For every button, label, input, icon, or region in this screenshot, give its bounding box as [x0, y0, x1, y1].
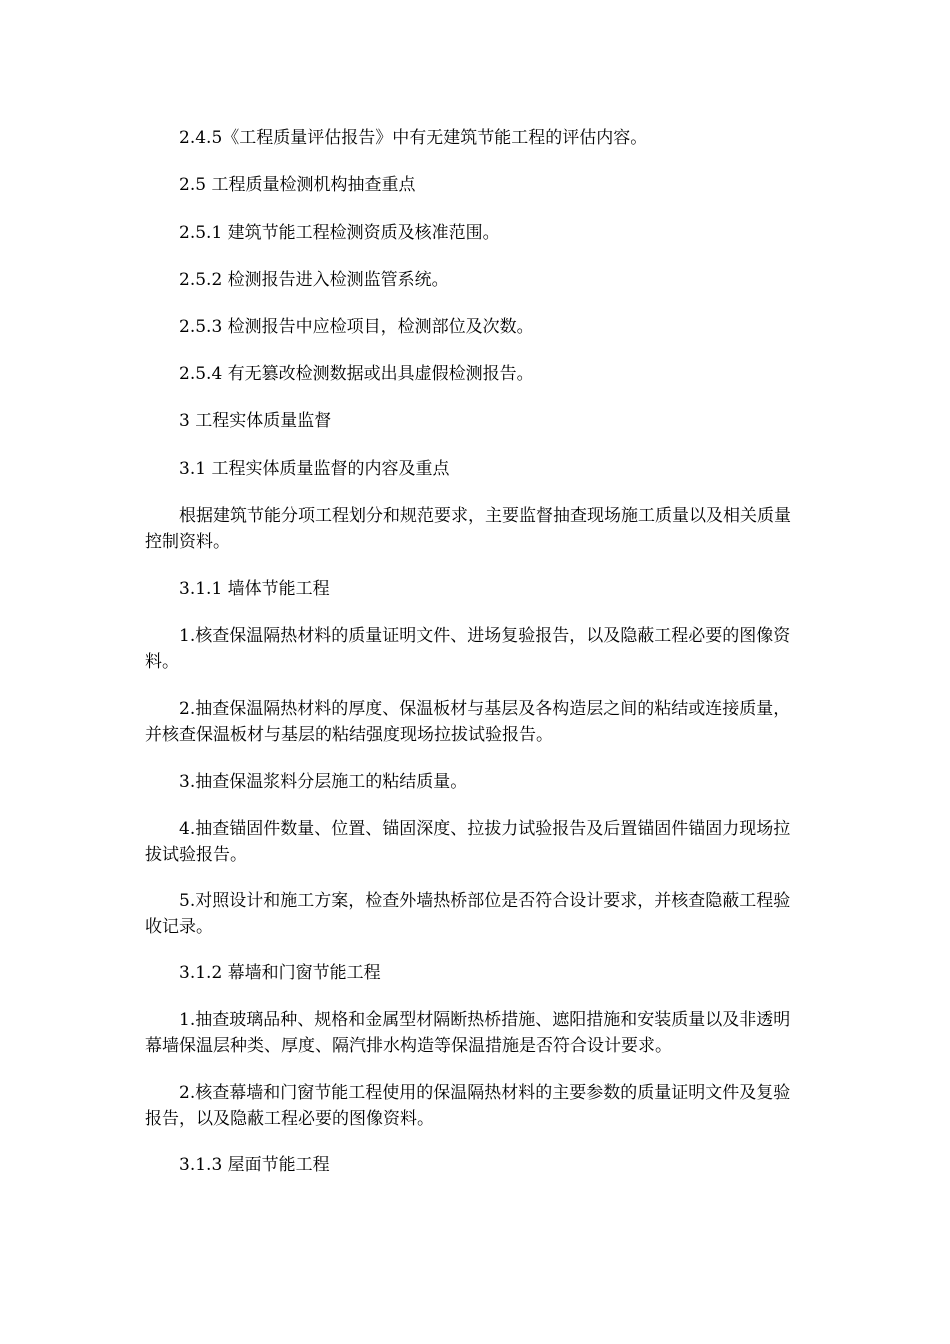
paragraph-3-1-2-item-1: 1.抽查玻璃品种、规格和金属型材隔断热桥措施、遮阳措施和安装质量以及非透明幕墙保温层种类、厚度、隔汽排水构造等保温措施是否符合设计要求。	[145, 1010, 791, 1056]
paragraph-3-1-1-item-5: 5.对照设计和施工方案，检查外墙热桥部位是否符合设计要求，并核查隐蔽工程验收记录。	[145, 891, 791, 937]
paragraph-3-1-1-item-4: 4.抽查锚固件数量、位置、锚固深度、拉拔力试验报告及后置锚固件锚固力现场拉拔试验报告。	[145, 819, 791, 865]
heading-3: 3 工程实体质量监督	[179, 411, 332, 431]
paragraph-2-5-3: 2.5.3 检测报告中应检项目，检测部位及次数。	[179, 317, 534, 337]
paragraph-3-1-intro: 根据建筑节能分项工程划分和规范要求，主要监督抽查现场施工质量以及相关质量控制资料。	[145, 506, 791, 552]
paragraph-3-1-1-item-3: 3.抽查保温浆料分层施工的粘结质量。	[179, 772, 468, 792]
heading-3-1-3: 3.1.3 屋面节能工程	[179, 1155, 330, 1175]
heading-2-5: 2.5 工程质量检测机构抽查重点	[179, 175, 416, 195]
paragraph-2-5-1: 2.5.1 建筑节能工程检测资质及核准范围。	[179, 223, 500, 243]
heading-3-1-2: 3.1.2 幕墙和门窗节能工程	[179, 963, 381, 983]
heading-3-1: 3.1 工程实体质量监督的内容及重点	[179, 459, 450, 479]
paragraph-3-1-1-item-1: 1.核查保温隔热材料的质量证明文件、进场复验报告，以及隐蔽工程必要的图像资料。	[145, 626, 791, 672]
paragraph-3-1-1-item-2: 2.抽查保温隔热材料的厚度、保温板材与基层及各构造层之间的粘结或连接质量，并核查保温板材与基层的粘结强度现场拉拔试验报告。	[145, 699, 791, 745]
paragraph-2-5-4: 2.5.4 有无篡改检测数据或出具虚假检测报告。	[179, 364, 534, 384]
paragraph-2-4-5: 2.4.5《工程质量评估报告》中有无建筑节能工程的评估内容。	[179, 128, 648, 148]
heading-3-1-1: 3.1.1 墙体节能工程	[179, 579, 330, 599]
paragraph-2-5-2: 2.5.2 检测报告进入检测监管系统。	[179, 270, 449, 290]
paragraph-3-1-2-item-2: 2.核查幕墙和门窗节能工程使用的保温隔热材料的主要参数的质量证明文件及复验报告，以及隐蔽工程必要的图像资料。	[145, 1083, 791, 1129]
